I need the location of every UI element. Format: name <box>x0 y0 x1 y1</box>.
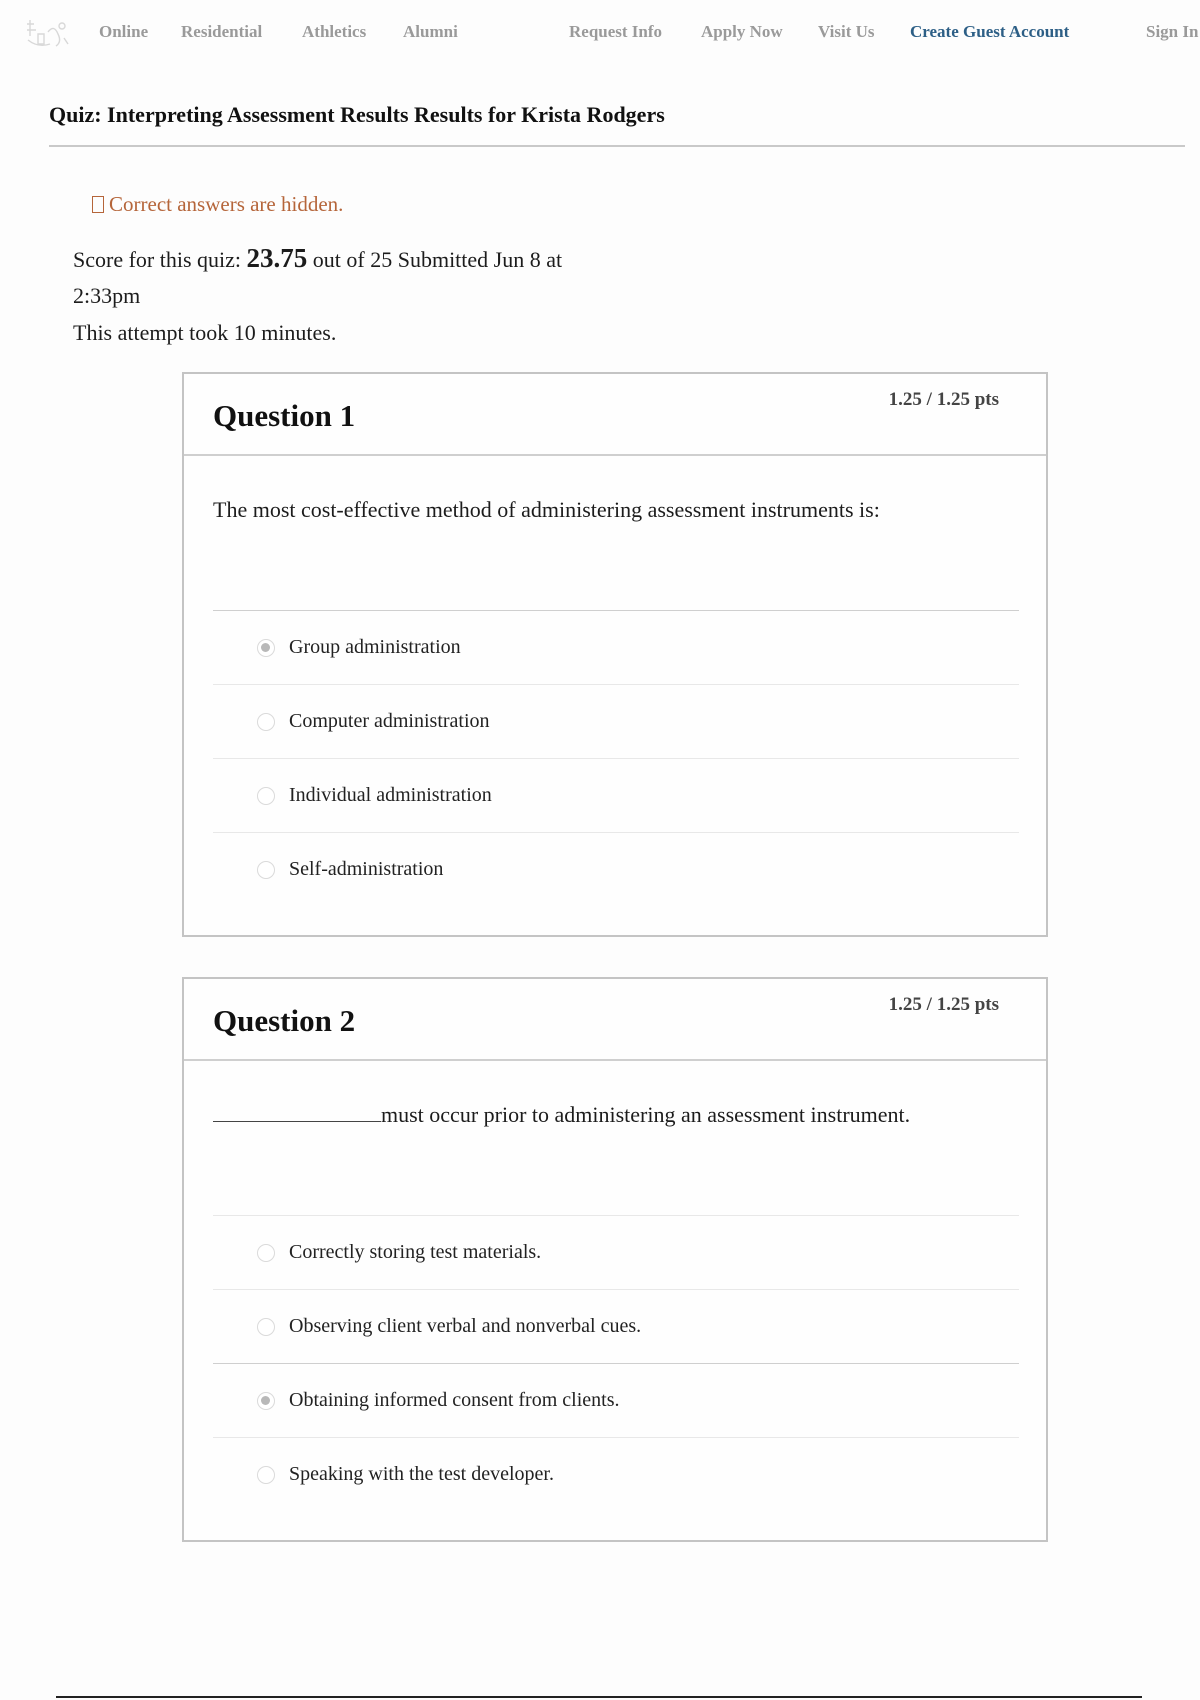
question-text: The most cost-effective method of administering assessment instruments is: <box>213 497 880 522</box>
score-label: Score for this quiz: <box>73 247 242 272</box>
top-nav <box>0 0 1200 66</box>
radio-empty-icon[interactable] <box>257 1318 275 1336</box>
answer-label: Computer administration <box>289 710 490 732</box>
university-logo-icon[interactable] <box>24 14 70 52</box>
radio-empty-icon[interactable] <box>257 1244 275 1262</box>
sign-in-link[interactable]: Sign In <box>1146 22 1199 41</box>
nav-link-online[interactable]: Online <box>99 22 149 41</box>
page-title: Quiz: Interpreting Assessment Results Results for Krista Rodgers <box>49 102 665 127</box>
radio-empty-icon[interactable] <box>257 713 275 731</box>
question-card <box>182 372 1048 937</box>
question-header <box>184 979 1046 1061</box>
title-divider <box>49 145 1185 147</box>
answer-label: Self-administration <box>289 858 444 880</box>
answer-option[interactable] <box>213 832 1019 906</box>
answer-option[interactable] <box>213 610 1019 684</box>
attempt-duration: This attempt took 10 minutes. <box>73 320 337 345</box>
quiz-score <box>73 240 593 314</box>
answer-label: Speaking with the test developer. <box>289 1463 554 1485</box>
question-text-body: must occur prior to administering an assessment instrument. <box>381 1102 911 1127</box>
answer-list <box>213 610 1019 906</box>
answer-option[interactable] <box>213 1215 1019 1289</box>
answer-label: Observing client verbal and nonverbal cues. <box>289 1315 642 1337</box>
question-points: 1.25 / 1.25 pts <box>888 389 999 410</box>
radio-empty-icon[interactable] <box>257 787 275 805</box>
answer-option[interactable] <box>213 758 1019 832</box>
radio-empty-icon[interactable] <box>257 1466 275 1484</box>
apply-now-link[interactable]: Apply Now <box>701 22 783 41</box>
nav-link-athletics[interactable]: Athletics <box>302 22 367 41</box>
question-card <box>182 977 1048 1542</box>
nav-link-alumni[interactable]: Alumni <box>403 22 458 41</box>
answer-label: Individual administration <box>289 784 492 806</box>
question-text <box>213 1097 933 1132</box>
request-info-link[interactable]: Request Info <box>569 22 663 41</box>
radio-empty-icon[interactable] <box>257 861 275 879</box>
answer-label: Group administration <box>289 636 461 658</box>
footer-divider <box>56 1696 1142 1698</box>
answer-option[interactable] <box>213 1363 1019 1437</box>
score-value: 23.75 <box>246 243 308 273</box>
notice-text: Correct answers are hidden. <box>109 192 344 216</box>
create-guest-account-link[interactable]: Create Guest Account <box>910 22 1070 41</box>
answers-hidden-notice <box>92 192 343 217</box>
radio-selected-icon[interactable] <box>257 639 275 657</box>
score-submitted: out of 25 Submitted Jun 8 at 2:33pm <box>73 247 563 308</box>
warning-icon <box>92 196 104 213</box>
question-points: 1.25 / 1.25 pts <box>888 994 999 1015</box>
answer-option[interactable] <box>213 1289 1019 1363</box>
question-title: Question 1 <box>213 398 356 433</box>
answer-label: Correctly storing test materials. <box>289 1241 542 1263</box>
question-header <box>184 374 1046 456</box>
question-title: Question 2 <box>213 1003 356 1038</box>
fill-in-blank <box>213 1101 381 1122</box>
answer-label: Obtaining informed consent from clients. <box>289 1389 620 1411</box>
radio-selected-icon[interactable] <box>257 1392 275 1410</box>
nav-link-residential[interactable]: Residential <box>181 22 263 41</box>
visit-us-link[interactable]: Visit Us <box>818 22 875 41</box>
answer-option[interactable] <box>213 1437 1019 1511</box>
answer-list <box>213 1215 1019 1511</box>
answer-option[interactable] <box>213 684 1019 758</box>
